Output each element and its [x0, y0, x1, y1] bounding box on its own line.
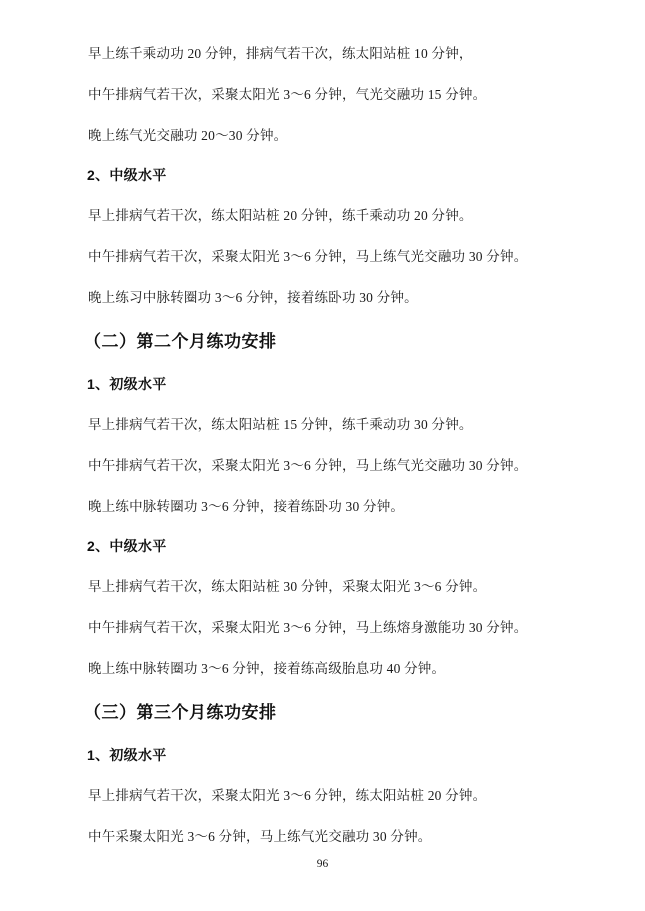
page-number: 96 — [316, 858, 329, 870]
paragraph-morning-practice: 早上排病气若干次，练太阳站桩 20 分钟，练千乘动功 20 分钟。 — [88, 208, 473, 223]
paragraph-noon-practice: 中午排病气若干次，采聚太阳光 3～6 分钟，马上练熔身激能功 30 分钟。 — [88, 620, 528, 635]
subsection-heading-intermediate-level: 2、中级水平 — [87, 538, 167, 554]
paragraph-noon-practice: 中午排病气若干次，采聚太阳光 3～6 分钟，马上练气光交融功 30 分钟。 — [88, 249, 528, 264]
paragraph-evening-practice: 晚上练中脉转圈功 3～6 分钟，接着练高级胎息功 40 分钟。 — [88, 661, 446, 676]
paragraph-evening-practice: 晚上练气光交融功 20～30 分钟。 — [88, 128, 288, 143]
section-heading-third-month: （三）第三个月练功安排 — [84, 703, 277, 722]
paragraph-noon-practice: 中午排病气若干次，采聚太阳光 3～6 分钟，马上练气光交融功 30 分钟。 — [88, 458, 528, 473]
paragraph-noon-practice: 中午排病气若干次，采聚太阳光 3～6 分钟，气光交融功 15 分钟。 — [88, 87, 487, 102]
section-heading-second-month: （二）第二个月练功安排 — [84, 332, 277, 351]
paragraph-morning-practice: 早上排病气若干次，练太阳站桩 15 分钟，练千乘动功 30 分钟。 — [88, 417, 473, 432]
paragraph-evening-practice: 晚上练习中脉转圈功 3～6 分钟，接着练卧功 30 分钟。 — [88, 290, 418, 305]
paragraph-morning-practice: 早上排病气若干次，练太阳站桩 30 分钟，采聚太阳光 3～6 分钟。 — [88, 579, 487, 594]
paragraph-morning-practice: 早上练千乘动功 20 分钟，排病气若干次，练太阳站桩 10 分钟， — [88, 46, 473, 61]
subsection-heading-intermediate-level: 2、中级水平 — [87, 167, 167, 183]
paragraph-morning-practice: 早上排病气若干次，采聚太阳光 3～6 分钟，练太阳站桩 20 分钟。 — [88, 788, 487, 803]
subsection-heading-beginner-level: 1、初级水平 — [87, 376, 167, 392]
paragraph-noon-practice: 中午采聚太阳光 3～6 分钟，马上练气光交融功 30 分钟。 — [88, 829, 432, 844]
paragraph-evening-practice: 晚上练中脉转圈功 3～6 分钟，接着练卧功 30 分钟。 — [88, 499, 405, 514]
subsection-heading-beginner-level: 1、初级水平 — [87, 747, 167, 763]
